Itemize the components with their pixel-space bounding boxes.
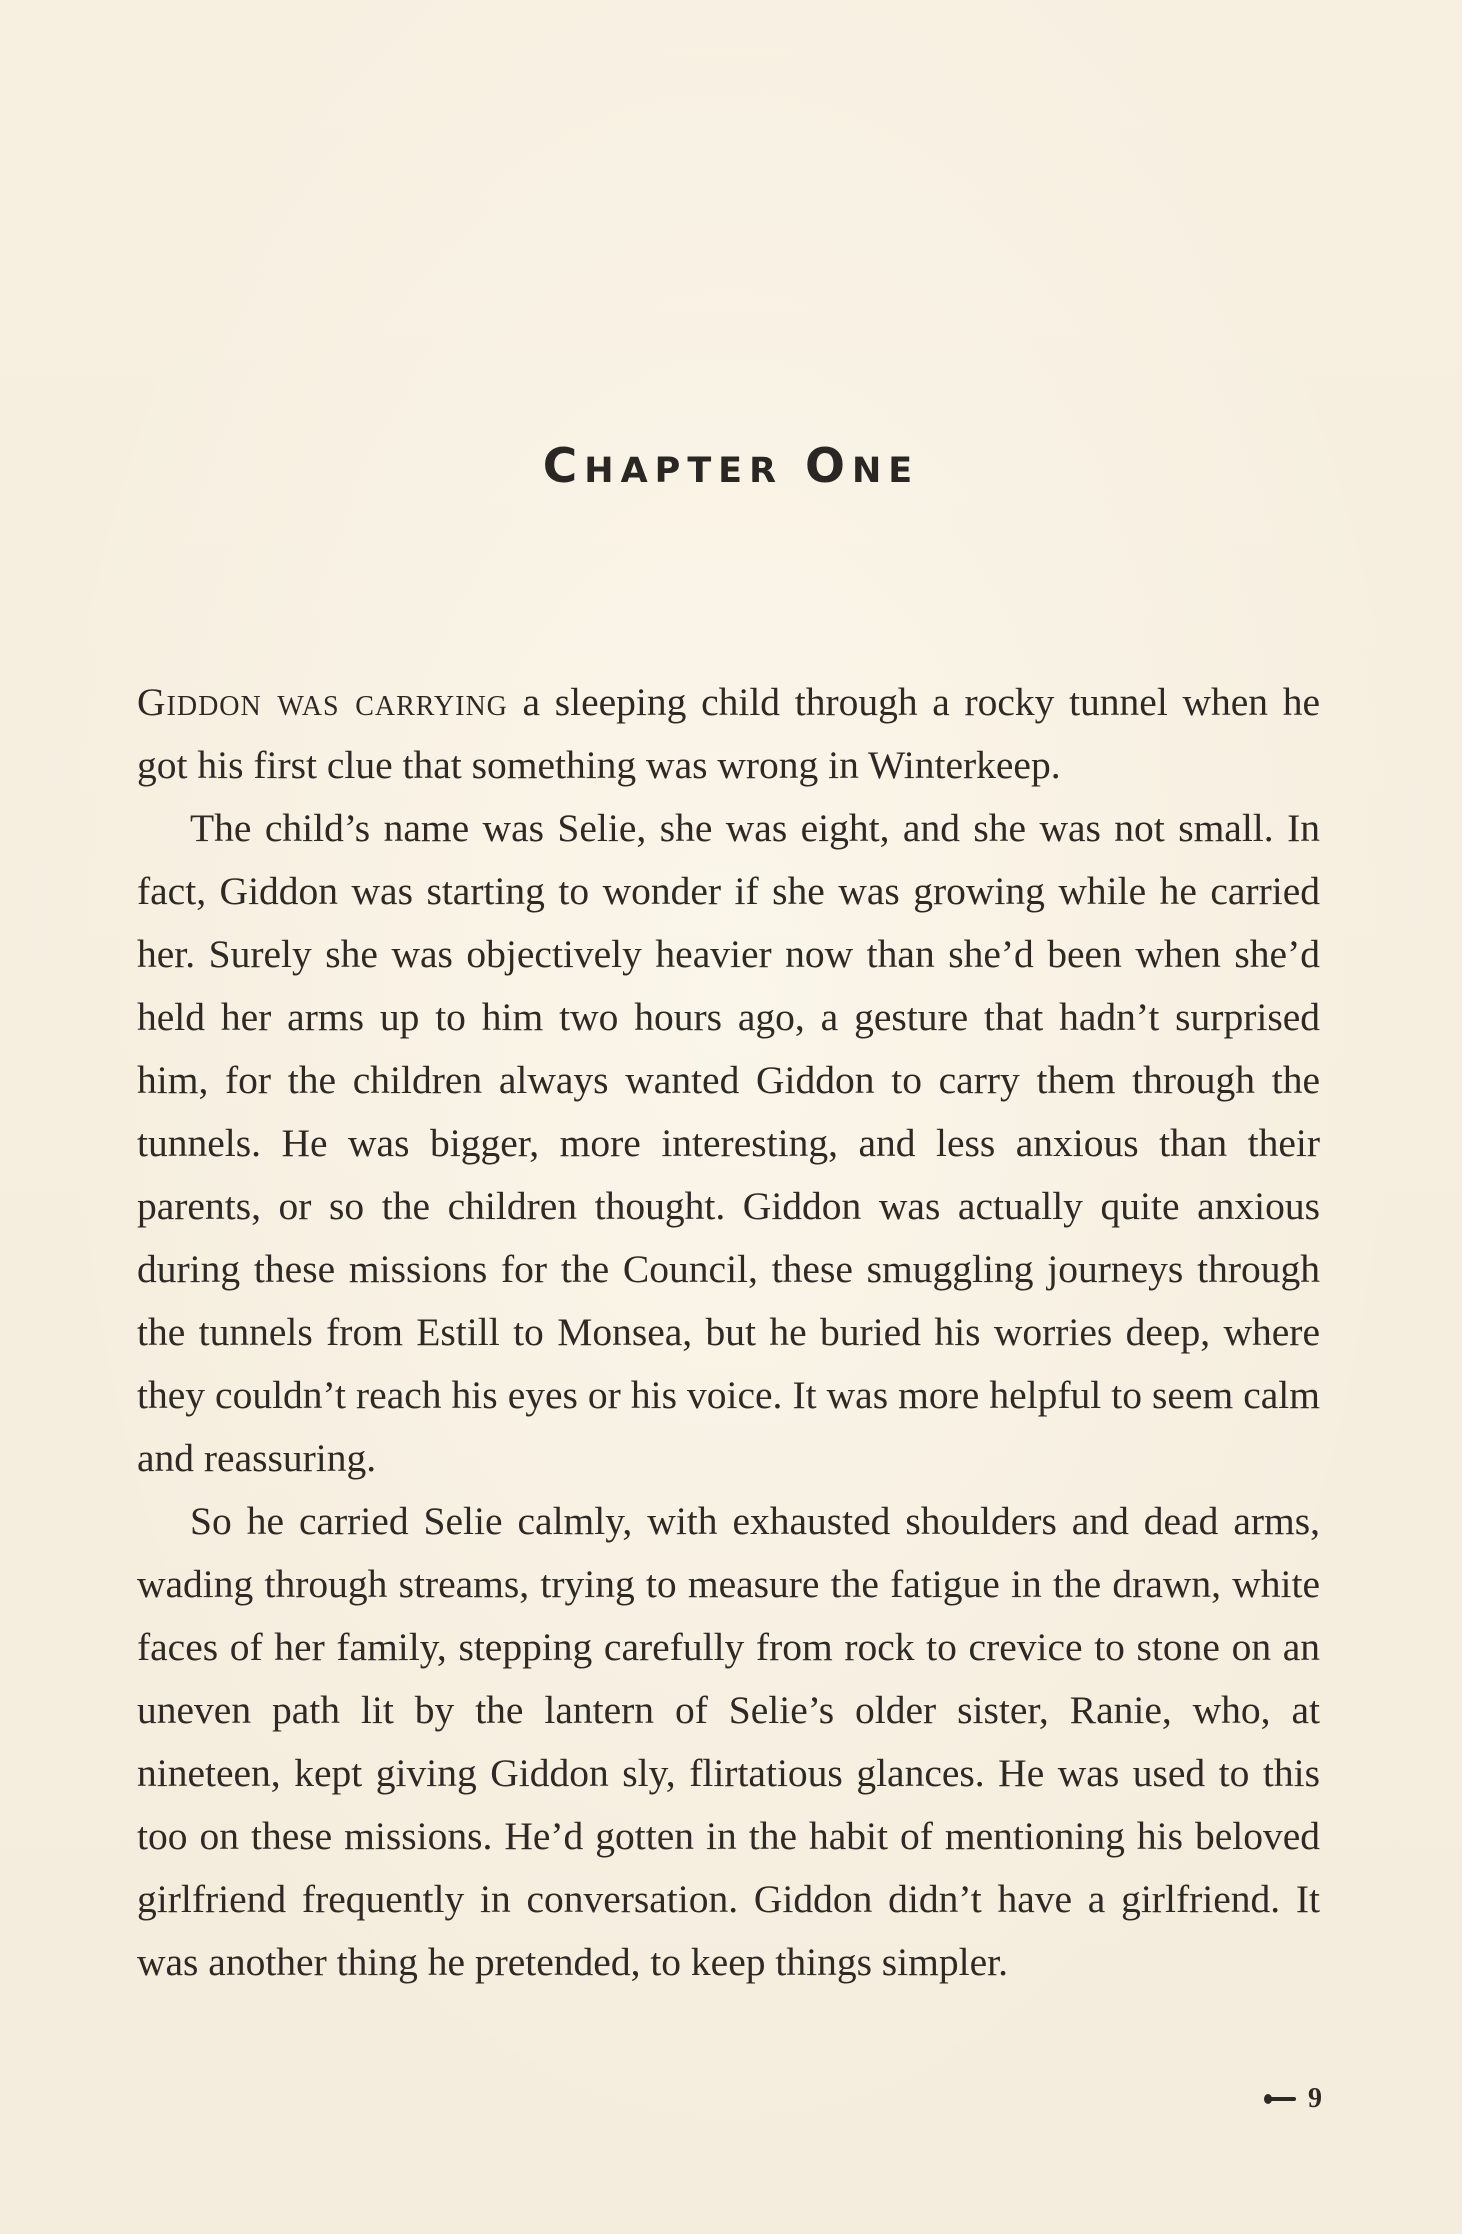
paragraph-2: The child’s name was Selie, she was eight, and she was not small. In fact, Giddon was starting to wonder if she was growing while he carried her. Surely she was objectively heavier now than she’d been when she’d held her arms up to him two hours ago, a gesture that hadn’t surprised him, for the children always wanted Giddon to carry them through the tunnels. He was bigger, more interesting, and less anxious than their parents, or so the children thought. Giddon was actually quite anxious during these missions for the Council, these smuggling journeys through the tunnels from Estill to Monsea, but he buried his worries deep, where they couldn’t reach his eyes or his voice. It was more helpful to seem calm and reassuring. bbox=[137, 806, 1320, 1480]
paragraph-1-lead-in: Giddon was carrying bbox=[137, 680, 508, 724]
chapter-title-word-1 bbox=[543, 439, 783, 494]
chapter-body bbox=[137, 671, 1320, 1994]
paragraph-3: So he carried Selie calmly, with exhausted shoulders and dead arms, wading through streams, trying to measure the fatigue in the drawn, white faces of her family, stepping carefully from rock to crevice to stone on an uneven path lit by the lantern of Selie’s older sister, Ranie, who, at nineteen, kept giving Giddon sly, flirtatious glances. He was used to this too on these missions. He’d gotten in the habit of mentioning his beloved girlfriend frequently in conversation. Giddon didn’t have a girlfriend. It was another thing he pretended, to keep things simpler. bbox=[137, 1499, 1320, 1984]
chapter-title-rest-1: HAPTER bbox=[584, 451, 784, 492]
folio-dash-icon bbox=[1268, 2097, 1296, 2101]
page-folio bbox=[1268, 2083, 1322, 2115]
chapter-title-rest-2: NE bbox=[852, 451, 920, 492]
chapter-title-word-2 bbox=[805, 439, 919, 494]
paragraph-1-text: a sleeping child through a rocky tunnel when he got his first clue that something was wrong in Winterkeep. bbox=[137, 680, 1320, 787]
chapter-title-initial-1: C bbox=[542, 439, 585, 495]
chapter-title bbox=[0, 439, 1462, 494]
page-number: 9 bbox=[1308, 2083, 1322, 2114]
paragraph-1 bbox=[137, 671, 1320, 797]
chapter-title-initial-2: O bbox=[805, 439, 853, 495]
